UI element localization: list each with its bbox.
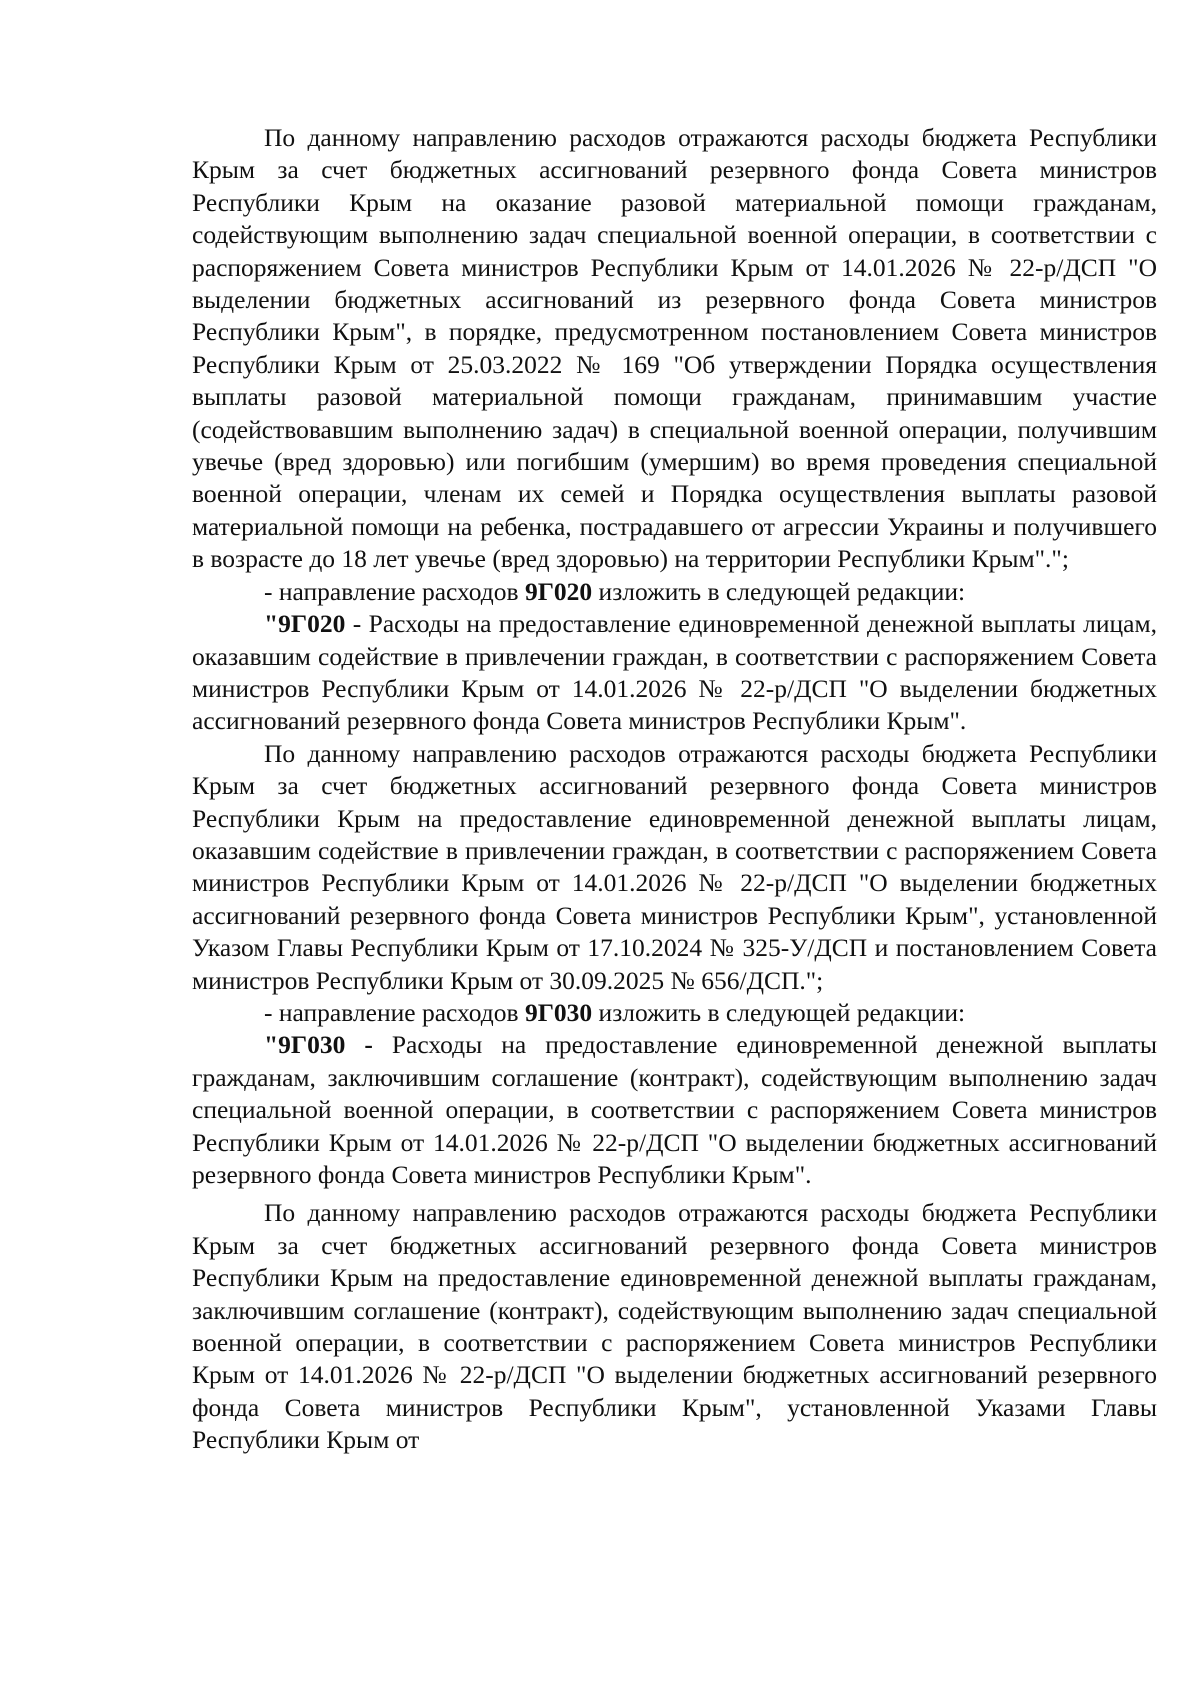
direction-prefix: - направление расходов (264, 997, 525, 1027)
paragraph-expense-description-3: По данному направлению расходов отражаются расходы бюджета Республики Крым за счет бюджетных ассигнований резервного фонда Совета министров Республики Крым на предоставление единовременной денежной выплаты гражданам, заключившим соглашение (контракт), содействующим выполнению задач специальной военной операции, в соответствии с распоряжением Совета министров Республики Крым от 14.01.2026 № 22-р/ДСП "О выделении бюджетных ассигнований резервного фонда Совета министров Республики Крым", установленной Указами Главы Республики Крым от (192, 1198, 1157, 1455)
paragraph-9g020-definition (192, 608, 1157, 738)
direction-suffix: изложить в следующей редакции: (592, 576, 966, 606)
definition-text-9g020: - Расходы на предоставление единовременной денежной выплаты лицам, оказавшим содействие в привлечении граждан, в соответствии с распоряжением Совета министров Республики Крым от 14.01.2026 № 22-р/ДСП "О выделении бюджетных ассигнований резервного фонда Совета министров Республики Крым". (192, 609, 1157, 736)
direction-suffix: изложить в следующей редакции: (592, 997, 966, 1027)
expense-code-9g030: 9Г030 (524, 997, 593, 1027)
definition-text-9g030: Расходы на предоставление единовременной денежной выплаты гражданам, заключившим соглашение (контракт), содействующим выполнению задач специальной военной операции, в соответствии с распоряжением Совета министров Республики Крым от 14.01.2026 № 22-р/ДСП "О выделении бюджетных ассигнований резервного фонда Совета министров Республики Крым". (192, 1030, 1158, 1189)
direction-prefix: - направление расходов (264, 576, 525, 606)
paragraph-direction-9g020 (192, 576, 1157, 608)
paragraph-9g030-definition (192, 1029, 1157, 1191)
expense-code-9g020-quoted: "9Г020 (264, 609, 346, 639)
expense-code-9g030-quoted: "9Г030 - (264, 1030, 373, 1060)
paragraph-direction-9g030 (192, 997, 1157, 1029)
document-body (192, 122, 1157, 1457)
expense-code-9g020: 9Г020 (524, 576, 593, 606)
paragraph-expense-description-1: По данному направлению расходов отражаются расходы бюджета Республики Крым за счет бюджетных ассигнований резервного фонда Совета министров Республики Крым на оказание разовой материальной помощи гражданам, содействующим выполнению задач специальной военной операции, в соответствии с распоряжением Совета министров Республики Крым от 14.01.2026 № 22-р/ДСП "О выделении бюджетных ассигнований из резервного фонда Совета министров Республики Крым", в порядке, предусмотренном постановлением Совета министров Республики Крым от 25.03.2022 № 169 "Об утверждении Порядка осуществления выплаты разовой материальной помощи гражданам, принимавшим участие (содействовавшим выполнению задач) в специальной военной операции, получившим увечье (вред здоровью) или погибшим (умершим) во время проведения специальной военной операции, членам их семей и Порядка осуществления выплаты разовой материальной помощи на ребенка, пострадавшего от агрессии Украины и получившего в возрасте до 18 лет увечье (вред здоровью) на территории Республики Крым"."; (192, 123, 1157, 574)
paragraph-expense-description-2: По данному направлению расходов отражаются расходы бюджета Республики Крым за счет бюджетных ассигнований резервного фонда Совета министров Республики Крым на предоставление единовременной денежной выплаты лицам, оказавшим содействие в привлечении граждан, в соответствии с распоряжением Совета министров Республики Крым от 14.01.2026 № 22-р/ДСП "О выделении бюджетных ассигнований резервного фонда Совета министров Республики Крым", установленной Указом Главы Республики Крым от 17.10.2024 № 325-У/ДСП и постановлением Совета министров Республики Крым от 30.09.2025 № 656/ДСП."; (192, 738, 1157, 995)
